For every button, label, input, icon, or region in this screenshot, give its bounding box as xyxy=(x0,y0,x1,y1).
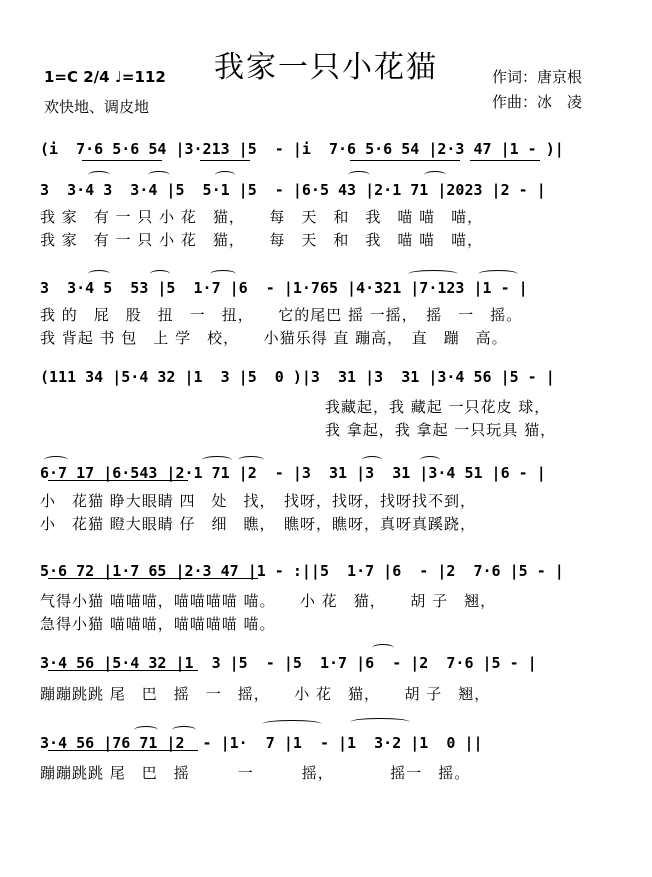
lyric-row-5a: 小 花猫 睁大眼睛 四 处 找， 找呀，找呀，找呀找不到， xyxy=(40,492,477,510)
lyricist-credit: 作词：唐京根 xyxy=(492,68,583,86)
slur-mark xyxy=(238,456,264,464)
slur-mark xyxy=(478,270,518,278)
lyric-row-8: 蹦蹦跳跳 尾 巴 摇 一 摇， 摇一 摇。 xyxy=(40,764,471,782)
slur-mark xyxy=(362,456,382,464)
lyric-row-4a: 我藏起，我 藏起 一只花皮 球， xyxy=(325,398,551,416)
notation-row-7: 3·4 56 |5·4 32 |1 3 |5 - |5 1·7 |6 - |2 7·6 |5 - | xyxy=(40,654,537,672)
notation-row-4: (111 34 |5·4 32 |1 3 |5 0 )|3 31 |3 31 |3·4 56 |5 - | xyxy=(40,368,555,386)
slur-mark xyxy=(88,270,110,278)
lyric-row-2b: 我 家 有 一 只 小 花 猫， 每 天 和 我 喵 喵 喵， xyxy=(40,231,484,249)
slur-mark xyxy=(148,171,170,179)
lyric-row-6b: 急得小猫 喵喵喵，喵喵喵喵 喵。 xyxy=(40,615,276,633)
lyric-row-3b: 我 背起 书 包 上 学 校， 小猫乐得 直 蹦高， 直 蹦 高。 xyxy=(40,329,508,347)
time-signature: 2/4 xyxy=(83,68,110,86)
beam-line xyxy=(200,160,250,161)
key-signature: 1=C xyxy=(44,68,79,86)
lyric-row-6a: 气得小猫 喵喵喵，喵喵喵喵 喵。 小 花 猫， 胡 子 翘， xyxy=(40,592,497,610)
notation-row-6: 5·6 72 |1·7 65 |2·3 47 |1 - :||5 1·7 |6 - |2 7·6 |5 - | xyxy=(40,562,564,580)
lyric-row-3a: 我 的 屁 股 扭 一 扭， 它的尾巴 摇 一摇， 摇 一 摇。 xyxy=(40,306,523,324)
tempo-marking: ♩=112 xyxy=(114,68,166,86)
notation-row-8: 3·4 56 |76 71 |2 - |1· 7 |1 - |1 3·2 |1 0 || xyxy=(40,734,483,752)
lyric-row-4b: 我 拿起，我 拿起 一只玩具 猫， xyxy=(325,421,557,439)
slur-mark xyxy=(350,718,410,726)
slur-mark xyxy=(420,456,440,464)
slur-mark xyxy=(210,270,236,278)
slur-mark xyxy=(44,456,68,464)
slur-mark xyxy=(172,726,196,734)
notation-row-2: 3 3·4 3 3·4 |5 5·1 |5 - |6·5 43 |2·1 71 |2023 |2 - | xyxy=(40,181,546,199)
expression-marking: 欢快地、调皮地 xyxy=(44,98,150,116)
beam-line xyxy=(48,750,198,751)
beam-line xyxy=(48,480,188,481)
slur-mark xyxy=(150,270,170,278)
slur-mark xyxy=(202,456,232,464)
slur-mark xyxy=(424,171,446,179)
slur-mark xyxy=(262,720,322,728)
notation-row-5: 6·7 17 |6·543 |2·1 71 |2 - |3 31 |3 31 |3·4 51 |6 - | xyxy=(40,464,546,482)
beam-line xyxy=(48,578,258,579)
slur-mark xyxy=(215,171,235,179)
lyric-row-5b: 小 花猫 瞪大眼睛 仔 细 瞧， 瞧呀，瞧呀，真呀真蹊跷， xyxy=(40,515,477,533)
slur-mark xyxy=(134,726,158,734)
slur-mark xyxy=(372,644,394,652)
song-title: 我家一只小花猫 xyxy=(214,50,438,85)
slur-mark xyxy=(348,171,370,179)
beam-line xyxy=(82,160,162,161)
composer-credit: 作曲：冰 凌 xyxy=(492,93,583,111)
beam-line xyxy=(470,160,540,161)
beam-line xyxy=(350,160,460,161)
lyric-row-2a: 我 家 有 一 只 小 花 猫， 每 天 和 我 喵 喵 喵， xyxy=(40,208,484,226)
beam-line xyxy=(48,670,198,671)
lyric-row-7: 蹦蹦跳跳 尾 巴 摇 一 摇， 小 花 猫， 胡 子 翘， xyxy=(40,685,491,703)
slur-mark xyxy=(88,171,110,179)
key-and-meter xyxy=(44,68,166,86)
notation-row-1: (i 7·6 5·6 54 |3·213 |5 - |i 7·6 5·6 54 |2·3 47 |1 - )| xyxy=(40,140,564,158)
slur-mark xyxy=(408,270,458,278)
notation-row-3: 3 3·4 5 53 |5 1·7 |6 - |1·765 |4·321 |7·123 |1 - | xyxy=(40,279,528,297)
